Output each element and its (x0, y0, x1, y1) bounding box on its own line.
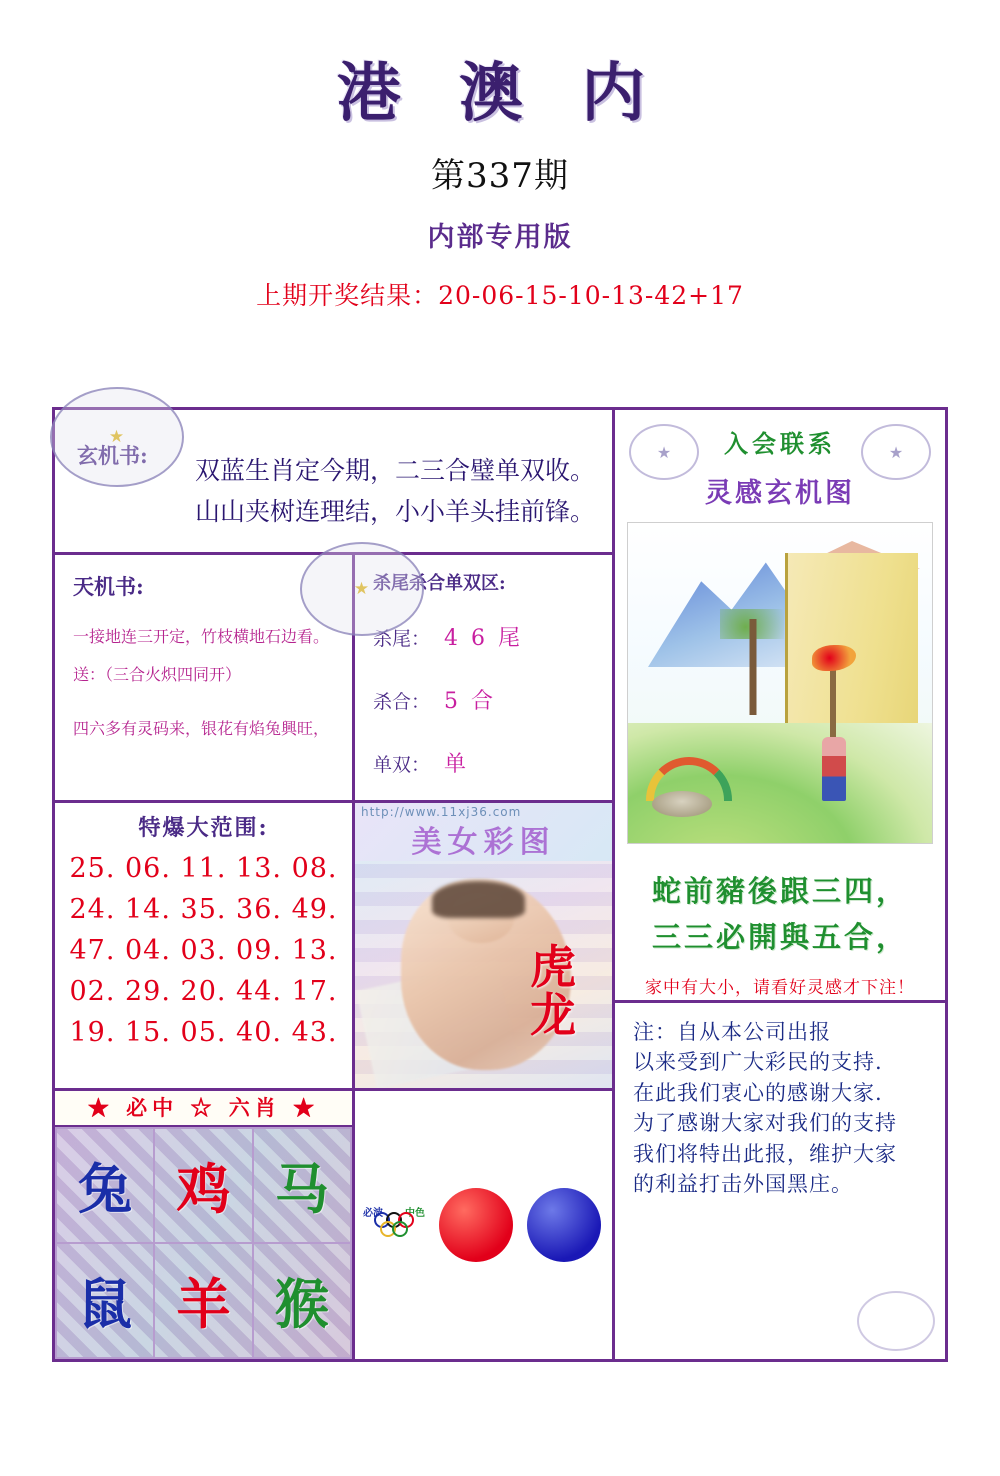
notice-line: 我们将特出此报，维护大家 (633, 1141, 897, 1166)
killzone-row-tail (373, 621, 612, 652)
banner-url: http://www.11xj36.com (361, 805, 522, 819)
zodiac-cell: 猴 (253, 1243, 351, 1358)
poem-line-1: 蛇前豬後跟三四， (651, 874, 908, 908)
banner-text: 美女彩图 (411, 825, 556, 860)
tianji-line-1: 一接地连三开定，竹枝横地石边看。 (73, 627, 330, 646)
banner-photo-stack (355, 803, 612, 1088)
range-line: 24. 14. 35. 36. 49. (69, 894, 338, 926)
range-line: 19. 15. 05. 40. 43. (69, 1017, 338, 1049)
range-row (55, 803, 612, 1091)
zodiac-grid (55, 1127, 352, 1359)
killzone-row-oddeven (373, 747, 612, 778)
zodiac-cell: 马 (253, 1128, 351, 1243)
seal-stamp-icon: ★ (629, 424, 699, 480)
wave-logo-left-text: 必波 (363, 1208, 383, 1219)
photo-word-line-2: 龙 (530, 988, 576, 1043)
notice-section (615, 1000, 945, 1359)
notice-line: 在此我们衷心的感谢大家. (633, 1080, 883, 1105)
watermark-stamp-icon (300, 542, 424, 636)
person-shape (822, 737, 846, 801)
page-title: 港 澳 内 (336, 56, 664, 131)
issue-number: 第337期 (431, 156, 569, 196)
flag-pole-shape (830, 661, 836, 739)
range-section (55, 803, 355, 1088)
killzone-label-oddeven: 单双： (373, 754, 431, 776)
killzone-label-sum: 杀合： (373, 691, 431, 713)
zodiac-row (55, 1091, 612, 1359)
xuanji-line-2: 山山夹树连理结，小小羊头挂前锋。 (195, 497, 596, 527)
range-line: 25. 06. 11. 13. 08. (69, 853, 338, 884)
beauty-photo (355, 861, 612, 1088)
xuanji-line-1: 双蓝生肖定今期，二三合璧单双收。 (195, 456, 596, 485)
zodiac-cell: 鼠 (56, 1243, 154, 1358)
zodiac-section (55, 1091, 355, 1359)
rock-shape (652, 791, 712, 817)
right-column (615, 410, 945, 1359)
killzone-title: 杀尾杀合单双区: (373, 573, 506, 594)
page-header (0, 56, 1000, 312)
zodiac-title: ★ 必中 ☆ 六肖 ★ (55, 1091, 352, 1127)
seal-stamp-icon: ★ (861, 424, 931, 480)
blue-ball-icon (527, 1188, 601, 1262)
killzone-value-sum: 5 合 (444, 689, 497, 714)
wave-color-logo-icon (363, 1194, 425, 1256)
notice-line: 以来受到广大彩民的支持. (633, 1050, 883, 1075)
notice-line: 注：自从本公司出报 (633, 1020, 831, 1044)
illustration-image (627, 522, 933, 844)
xuanji-text (195, 450, 612, 533)
contact-title: 入会联系 (724, 429, 836, 458)
seal-stamp-icon (857, 1291, 935, 1351)
killzone-value-oddeven: 单 (444, 752, 470, 777)
range-title: 特爆大范围: (138, 815, 269, 841)
hair-shape (432, 881, 525, 917)
last-draw-result: 上期开奖结果：20-06-15-10-13-42+17 (256, 281, 744, 310)
wave-logo-right-text: 中色 (405, 1208, 425, 1219)
stamp-star-icon: ★ (108, 427, 126, 447)
poem-note: 家中有大小，请看好灵感才下注！ (645, 977, 915, 998)
tree-trunk-shape (724, 619, 782, 715)
contact-section (615, 410, 945, 516)
edition-subtitle: 内部专用版 (427, 222, 573, 253)
photo-zodiac-words (530, 939, 576, 1043)
tianji-line-3: 四六多有灵码来，银花有焰兔興旺， (73, 719, 330, 738)
content-board (52, 407, 948, 1362)
poem-section (615, 850, 945, 1000)
xuanji-label: 玄机书: (77, 443, 148, 468)
killzone-row-sum (373, 684, 612, 715)
zodiac-cell: 羊 (154, 1243, 252, 1358)
killzone-label-tail: 杀尾： (373, 628, 431, 650)
beauty-banner (355, 803, 612, 861)
olympic-rings-icon (374, 1212, 414, 1238)
range-line: 02. 29. 20. 44. 17. (69, 976, 338, 1008)
poem-line-2: 三三必開與五合， (651, 920, 908, 955)
killzone-value-tail: 4 6 尾 (444, 626, 523, 651)
photo-word-line-1: 虎 (530, 939, 576, 994)
tianji-line-2: 送：（三合火炽四同开） (73, 665, 242, 684)
zodiac-cell: 鸡 (154, 1128, 252, 1243)
watermark-stamp-icon (50, 387, 184, 487)
ball-row (355, 1091, 612, 1359)
zodiac-cell: 兔 (56, 1128, 154, 1243)
tianji-label: 天机书: (73, 574, 144, 599)
contact-subtitle: 灵感玄机图 (705, 478, 855, 509)
stamp-star-icon: ★ (353, 579, 371, 599)
notice-line: 的利益打击外国黑庄。 (633, 1172, 853, 1197)
notice-line: 为了感谢大家对我们的支持 (633, 1111, 897, 1136)
range-line: 47. 04. 03. 09. 13. (69, 935, 338, 967)
red-ball-icon (439, 1188, 513, 1262)
